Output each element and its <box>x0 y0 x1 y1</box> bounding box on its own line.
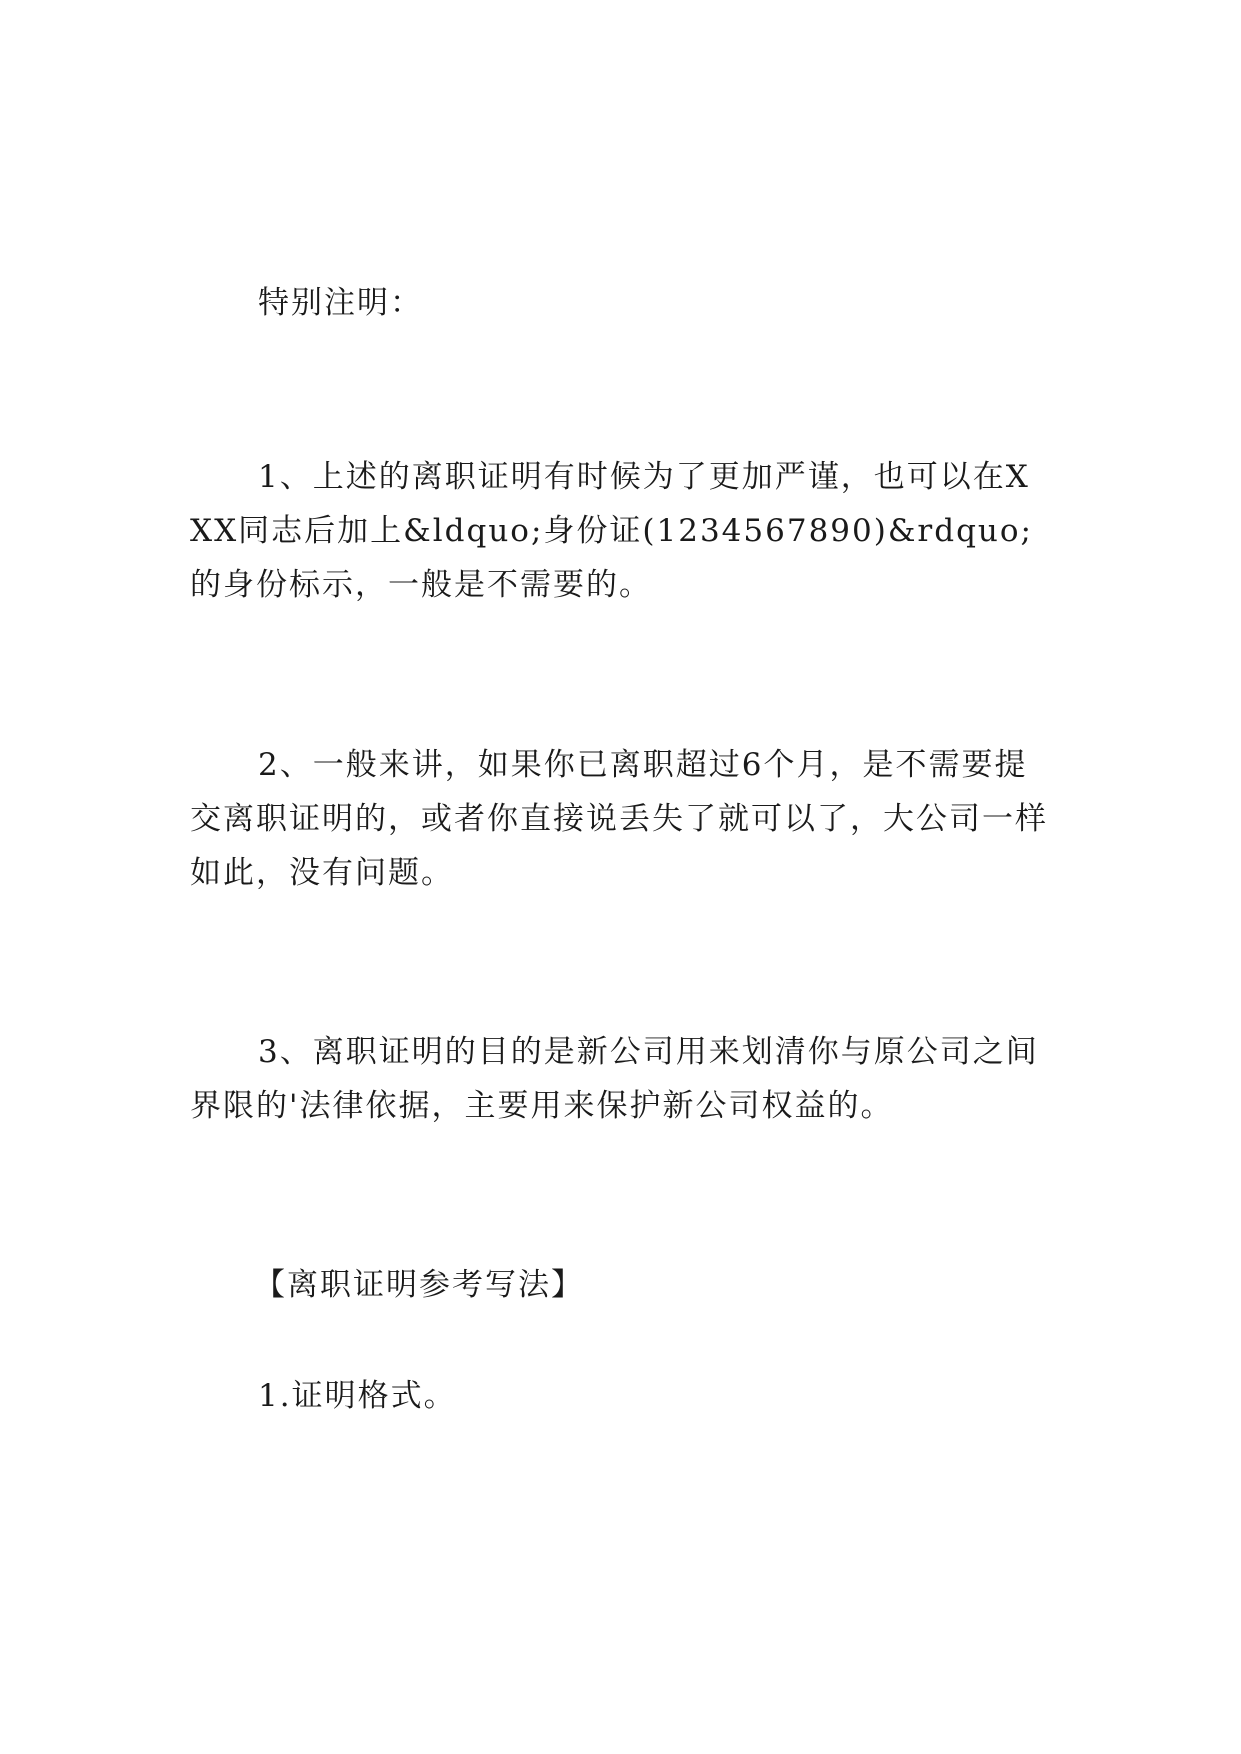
special-note-heading: 特别注明： <box>258 285 423 321</box>
format-item: 1.证明格式。 <box>258 1378 457 1414</box>
note-paragraph-1: 1、上述的离职证明有时候为了更加严谨，也可以在XXX同志后加上&ldquo;身份证(1234567890)&rdquo;的身份标示，一般是不需要的。 <box>190 459 1034 603</box>
reference-heading: 【离职证明参考写法】 <box>254 1267 584 1303</box>
note-paragraph-3: 3、离职证明的目的是新公司用来划清你与原公司之间界限的'法律依据，主要用来保护新公司权益的。 <box>190 1034 1039 1124</box>
note-paragraph-2: 2、一般来讲，如果你已离职超过6个月，是不需要提交离职证明的，或者你直接说丢失了就可以了，大公司一样如此，没有问题。 <box>190 747 1048 891</box>
